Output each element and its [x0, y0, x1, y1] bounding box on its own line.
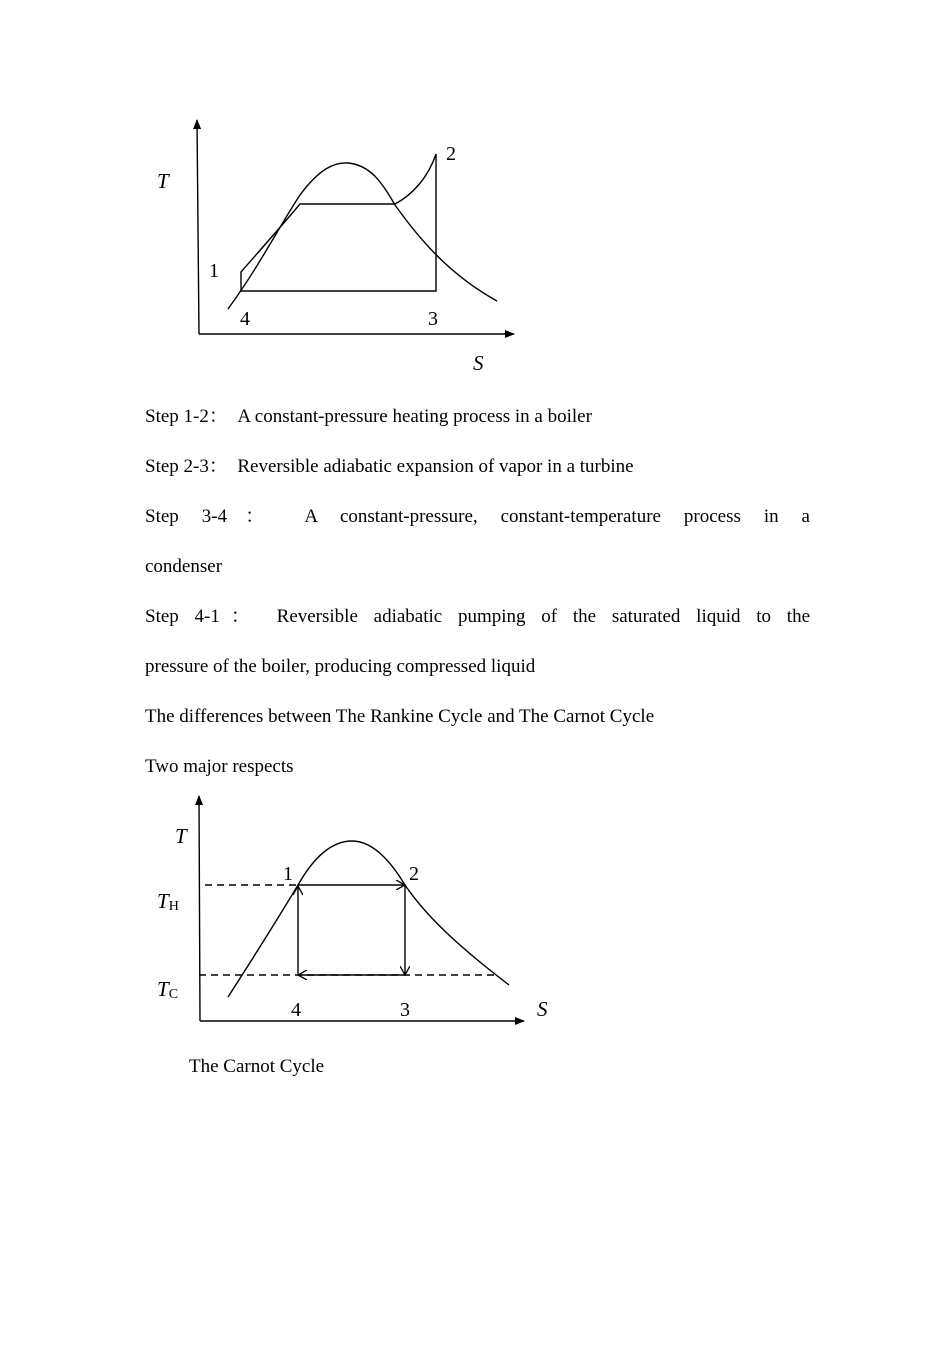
- carnot-caption: The Carnot Cycle: [189, 1056, 325, 1077]
- step-3-4-label: Step 3-4：: [145, 506, 283, 527]
- rankine-point-3: 3: [428, 308, 438, 330]
- tc-label-main: T: [157, 977, 169, 1001]
- carnot-t-axis: [199, 796, 200, 1021]
- carnot-ts-diagram: [0, 780, 952, 1050]
- rankine-t-label: T: [157, 169, 169, 193]
- step-4-1-text: Reversible adiabatic pumping of the saturated liquid to the: [276, 606, 811, 627]
- rankine-t-axis: [197, 120, 199, 334]
- step-3-4-line1: [145, 505, 810, 529]
- step-3-4-text: A constant-pressure, constant-temperature process in a: [304, 506, 810, 527]
- carnot-point-4: 4: [291, 999, 301, 1021]
- rankine-cycle-path: [241, 154, 436, 291]
- differences-heading: The differences between The Rankine Cycle and The Carnot Cycle: [145, 706, 655, 727]
- two-major-respects: Two major respects: [145, 756, 294, 777]
- carnot-t-label: T: [175, 824, 187, 848]
- step-4-1-line1: [145, 605, 810, 629]
- step-2-3: [145, 455, 634, 479]
- step-1-2: [145, 405, 592, 429]
- th-label: [157, 889, 179, 914]
- rankine-saturation-dome: [228, 163, 497, 309]
- carnot-s-label: S: [537, 997, 548, 1021]
- carnot-saturation-dome: [228, 841, 509, 997]
- tc-label-sub: C: [168, 987, 179, 1002]
- carnot-point-2: 2: [409, 863, 419, 885]
- rankine-point-2: 2: [446, 143, 456, 165]
- rankine-ts-diagram: [0, 0, 952, 400]
- rankine-point-4: 4: [240, 308, 250, 330]
- th-label-sub: H: [168, 899, 179, 914]
- step-2-3-text: Reversible adiabatic expansion of vapor in a turbine: [237, 456, 634, 477]
- step-4-1-label: Step 4-1：: [145, 606, 261, 627]
- step-4-1-line2: pressure of the boiler, producing compressed liquid: [145, 656, 536, 677]
- tc-label: [157, 977, 178, 1002]
- rankine-point-1: 1: [209, 260, 219, 282]
- step-2-3-label: Step 2-3：: [145, 456, 228, 477]
- step-1-2-label: Step 1-2：: [145, 406, 228, 427]
- carnot-point-3: 3: [400, 999, 410, 1021]
- rankine-s-label: S: [473, 351, 484, 375]
- step-3-4-line2: condenser: [145, 556, 223, 577]
- step-1-2-text: A constant-pressure heating process in a boiler: [237, 406, 592, 427]
- th-label-main: T: [157, 889, 169, 913]
- carnot-point-1: 1: [283, 863, 293, 885]
